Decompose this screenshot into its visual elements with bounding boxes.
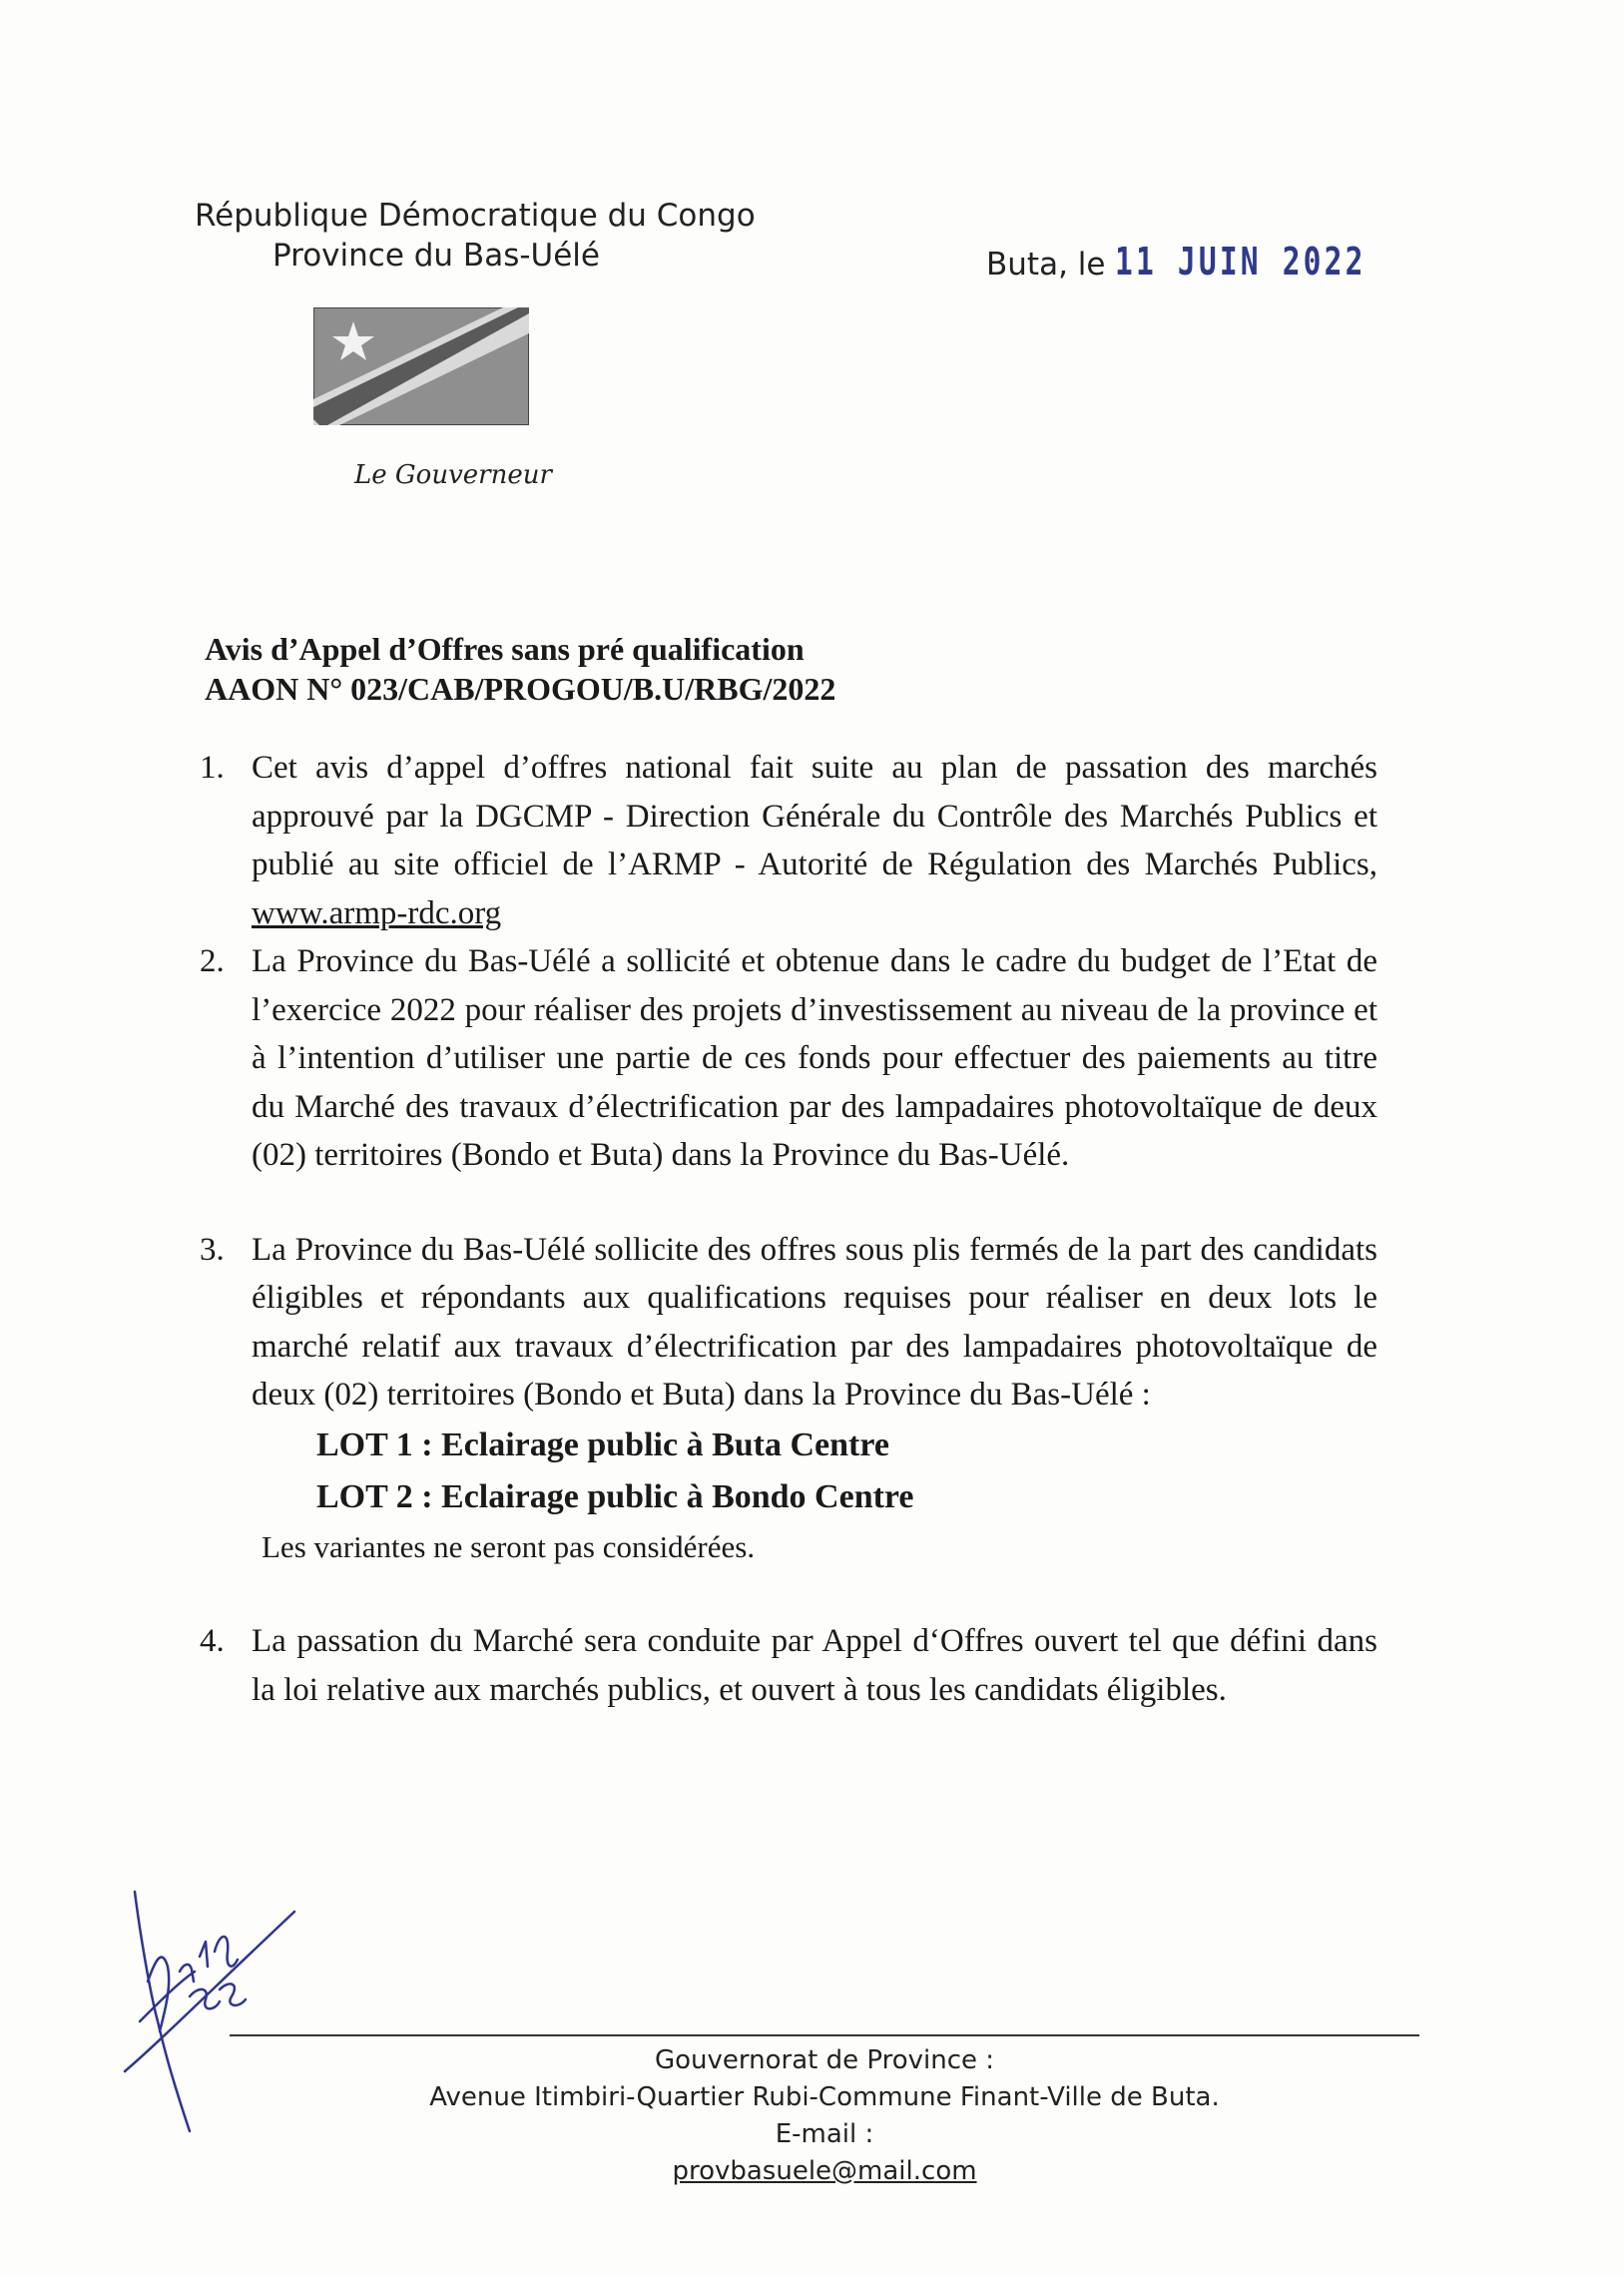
date-label: Buta, le [986, 247, 1106, 283]
flag-icon [313, 307, 529, 425]
item-text: La passation du Marché sera conduite par Appel d‘Offres ouvert tel que défini dans la loi relative aux marchés publics, et ouvert à tous les candidats éligibles. [252, 1623, 1377, 1708]
date-line [986, 240, 1437, 284]
date-stamp: 11 JUIN 2022 [1115, 240, 1367, 284]
notice-items [200, 744, 1377, 1714]
governor-title: Le Gouverneur [354, 460, 552, 490]
footer-divider [230, 2034, 1419, 2036]
item-text: La Province du Bas-Uélé sollicite des offres sous plis fermés de la part des candidats éligibles et répondants aux qualifications requises pour réaliser en deux lots le marché relatif aux travaux d’électrification par des lampadaires photovoltaïque de deux (02) territoires (Bondo et Buta) dans la Province du Bas-Uélé : [252, 1231, 1377, 1413]
item-number: 1. [200, 750, 225, 786]
notice-item-3 [200, 1226, 1377, 1572]
lot-2: LOT 2 : Eclairage public à Bondo Centre [316, 1477, 914, 1515]
footer-office: Gouvernorat de Province : [654, 2045, 995, 2075]
spacer [200, 1180, 1377, 1226]
notice-item-1 [200, 744, 1377, 937]
variants-note: Les variantes ne seront pas considérées. [262, 1528, 756, 1564]
notice-item-4 [200, 1617, 1377, 1714]
footer-email-line [230, 2116, 1419, 2190]
country-name: République Démocratique du Congo [195, 198, 756, 234]
item-text: Cet avis d’appel d’offres national fait suite au plan de passation des marchés approuvé par la DGCMP - Direction Générale du Contrôle des Marchés Publics et publié au site officiel de l’ARMP - Autorité de Régulation des Marchés Publics, [252, 750, 1377, 882]
armp-link[interactable]: www.armp-rdc.org [252, 894, 502, 931]
item-text: La Province du Bas-Uélé a sollicité et obtenue dans le cadre du budget de l’Etat de l’exercice 2022 pour réaliser des projets d’investissement au niveau de la province et à l’intention d’utiliser une partie de ces fonds pour effectuer des paiements au titre du Marché des travaux d’électrification par des lampadaires photovoltaïque de deux (02) territoires (Bondo et Buta) dans la Province du Bas-Uélé. [252, 943, 1377, 1173]
item-number: 3. [200, 1231, 225, 1268]
item-number: 2. [200, 943, 225, 979]
notice-title-line1: Avis d’Appel d’Offres sans pré qualification [205, 631, 805, 667]
notice-item-2 [200, 937, 1377, 1180]
footer [230, 2042, 1419, 2190]
email-link[interactable]: provbasuele@mail.com [672, 2156, 977, 2186]
footer-address: Avenue Itimbiri-Quartier Rubi-Commune Finant-Ville de Buta. [429, 2082, 1220, 2112]
province-name: Province du Bas-Uélé [272, 238, 600, 274]
notice-title [205, 629, 1303, 709]
letterhead [195, 196, 794, 276]
email-label: E-mail : [775, 2119, 874, 2149]
item-number: 4. [200, 1623, 225, 1659]
lot-1: LOT 1 : Eclairage public à Buta Centre [316, 1425, 889, 1463]
spacer [200, 1571, 1377, 1617]
notice-reference: AAON N° 023/CAB/PROGOU/B.U/RBG/2022 [205, 671, 836, 707]
